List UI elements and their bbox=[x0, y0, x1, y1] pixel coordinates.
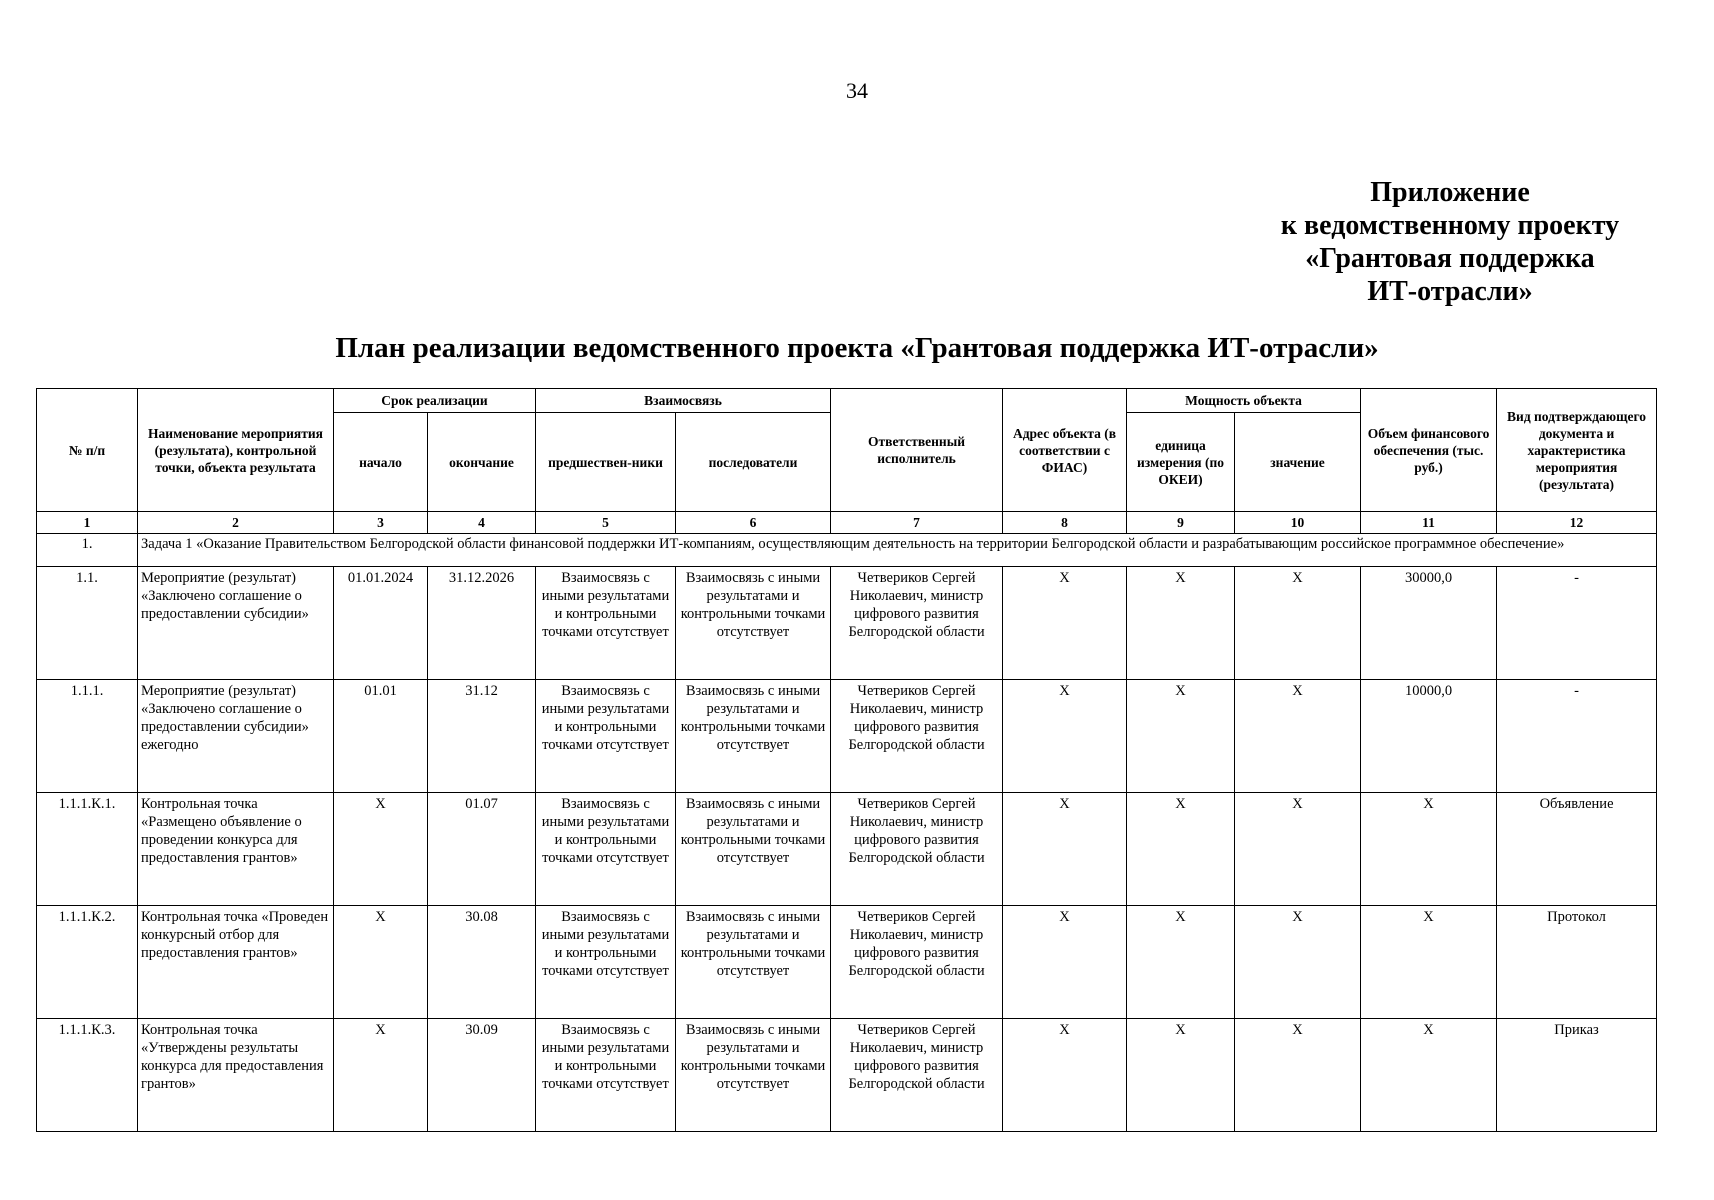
row-predecessors: Взаимосвязь с иными результатами и контрольными точками отсутствует bbox=[536, 906, 676, 1019]
header-unit: единица измерения (по ОКЕИ) bbox=[1127, 413, 1235, 512]
row-successors: Взаимосвязь с иными результатами и контрольными точками отсутствует bbox=[676, 567, 831, 680]
row-responsible: Четвериков Сергей Николаевич, министр цифрового развития Белгородской области bbox=[831, 1019, 1003, 1132]
column-number: 1 bbox=[37, 512, 138, 534]
row-successors: Взаимосвязь с иными результатами и контрольными точками отсутствует bbox=[676, 906, 831, 1019]
header-predecessors: предшествен-ники bbox=[536, 413, 676, 512]
column-number: 2 bbox=[138, 512, 334, 534]
row-predecessors: Взаимосвязь с иными результатами и контрольными точками отсутствует bbox=[536, 680, 676, 793]
row-predecessors: Взаимосвязь с иными результатами и контрольными точками отсутствует bbox=[536, 793, 676, 906]
column-number: 11 bbox=[1361, 512, 1497, 534]
row-address: X bbox=[1003, 793, 1127, 906]
column-number: 7 bbox=[831, 512, 1003, 534]
appendix-line: к ведомственному проекту bbox=[1280, 210, 1620, 241]
row-address: X bbox=[1003, 1019, 1127, 1132]
row-finance: X bbox=[1361, 906, 1497, 1019]
row-unit: X bbox=[1127, 793, 1235, 906]
row-finance: 10000,0 bbox=[1361, 680, 1497, 793]
row-name: Мероприятие (результат) «Заключено соглашение о предоставлении субсидии» bbox=[138, 567, 334, 680]
header-period: Срок реализации bbox=[334, 389, 536, 413]
row-num: 1.1.1.К.2. bbox=[37, 906, 138, 1019]
column-number: 6 bbox=[676, 512, 831, 534]
row-address: X bbox=[1003, 906, 1127, 1019]
header-successors: последователи bbox=[676, 413, 831, 512]
row-end: 01.07 bbox=[428, 793, 536, 906]
row-finance: X bbox=[1361, 1019, 1497, 1132]
row-unit: X bbox=[1127, 906, 1235, 1019]
row-name: Контрольная точка «Размещено объявление о проведении конкурса для предоставления грантов» bbox=[138, 793, 334, 906]
column-number: 3 bbox=[334, 512, 428, 534]
task-row bbox=[37, 534, 1657, 567]
column-number: 9 bbox=[1127, 512, 1235, 534]
header-value: значение bbox=[1235, 413, 1361, 512]
row-responsible: Четвериков Сергей Николаевич, министр цифрового развития Белгородской области bbox=[831, 680, 1003, 793]
row-value: X bbox=[1235, 1019, 1361, 1132]
row-predecessors: Взаимосвязь с иными результатами и контрольными точками отсутствует bbox=[536, 1019, 676, 1132]
table-row bbox=[37, 1019, 1657, 1132]
row-name: Контрольная точка «Утверждены результаты конкурса для предоставления грантов» bbox=[138, 1019, 334, 1132]
header-capacity: Мощность объекта bbox=[1127, 389, 1361, 413]
column-number: 4 bbox=[428, 512, 536, 534]
row-doc: - bbox=[1497, 567, 1657, 680]
appendix-line: «Грантовая поддержка bbox=[1305, 243, 1595, 274]
column-number: 8 bbox=[1003, 512, 1127, 534]
row-responsible: Четвериков Сергей Николаевич, министр цифрового развития Белгородской области bbox=[831, 567, 1003, 680]
appendix-line: ИТ-отрасли» bbox=[1367, 276, 1533, 307]
row-finance: X bbox=[1361, 793, 1497, 906]
row-num: 1.1.1.К.3. bbox=[37, 1019, 138, 1132]
row-num: 1.1. bbox=[37, 567, 138, 680]
row-end: 30.08 bbox=[428, 906, 536, 1019]
header-doc-type: Вид подтверждающего документа и характеристика мероприятия (результата) bbox=[1497, 389, 1657, 512]
header-start: начало bbox=[334, 413, 428, 512]
row-start: X bbox=[334, 1019, 428, 1132]
row-end: 31.12 bbox=[428, 680, 536, 793]
header-name: Наименование мероприятия (результата), контрольной точки, объекта результата bbox=[138, 389, 334, 512]
header-finance: Объем финансового обеспечения (тыс. руб.) bbox=[1361, 389, 1497, 512]
header-responsible: Ответственный исполнитель bbox=[831, 389, 1003, 512]
row-unit: X bbox=[1127, 567, 1235, 680]
header-end: окончание bbox=[428, 413, 536, 512]
row-value: X bbox=[1235, 906, 1361, 1019]
table-row bbox=[37, 793, 1657, 906]
row-value: X bbox=[1235, 793, 1361, 906]
row-start: X bbox=[334, 793, 428, 906]
column-number: 12 bbox=[1497, 512, 1657, 534]
row-doc: Объявление bbox=[1497, 793, 1657, 906]
row-end: 30.09 bbox=[428, 1019, 536, 1132]
task-text: Задача 1 «Оказание Правительством Белгородской области финансовой поддержки ИТ-компаниям, осуществляющим деятельность на территории Белгородской области и разрабатывающим российское программное обеспечение» bbox=[138, 534, 1657, 567]
plan-table bbox=[36, 388, 1657, 1132]
table-row bbox=[37, 567, 1657, 680]
table-row bbox=[37, 906, 1657, 1019]
row-address: X bbox=[1003, 680, 1127, 793]
appendix-heading bbox=[1200, 176, 1700, 308]
row-doc: Приказ bbox=[1497, 1019, 1657, 1132]
header-address: Адрес объекта (в соответствии с ФИАС) bbox=[1003, 389, 1127, 512]
row-name: Мероприятие (результат) «Заключено соглашение о предоставлении субсидии» ежегодно bbox=[138, 680, 334, 793]
row-unit: X bbox=[1127, 680, 1235, 793]
row-start: 01.01.2024 bbox=[334, 567, 428, 680]
row-end: 31.12.2026 bbox=[428, 567, 536, 680]
row-responsible: Четвериков Сергей Николаевич, министр цифрового развития Белгородской области bbox=[831, 906, 1003, 1019]
plan-title: План реализации ведомственного проекта «Грантовая поддержка ИТ-отрасли» bbox=[335, 332, 1379, 364]
row-responsible: Четвериков Сергей Николаевич, министр цифрового развития Белгородской области bbox=[831, 793, 1003, 906]
header-relation: Взаимосвязь bbox=[536, 389, 831, 413]
appendix-line: Приложение bbox=[1370, 177, 1530, 208]
row-num: 1.1.1. bbox=[37, 680, 138, 793]
table-row bbox=[37, 680, 1657, 793]
row-successors: Взаимосвязь с иными результатами и контрольными точками отсутствует bbox=[676, 680, 831, 793]
row-successors: Взаимосвязь с иными результатами и контрольными точками отсутствует bbox=[676, 1019, 831, 1132]
header-num: № п/п bbox=[37, 389, 138, 512]
column-number: 5 bbox=[536, 512, 676, 534]
task-num: 1. bbox=[37, 534, 138, 567]
row-value: X bbox=[1235, 680, 1361, 793]
row-successors: Взаимосвязь с иными результатами и контрольными точками отсутствует bbox=[676, 793, 831, 906]
row-num: 1.1.1.К.1. bbox=[37, 793, 138, 906]
row-start: 01.01 bbox=[334, 680, 428, 793]
row-unit: X bbox=[1127, 1019, 1235, 1132]
row-doc: Протокол bbox=[1497, 906, 1657, 1019]
column-number: 10 bbox=[1235, 512, 1361, 534]
row-value: X bbox=[1235, 567, 1361, 680]
row-name: Контрольная точка «Проведен конкурсный отбор для предоставления грантов» bbox=[138, 906, 334, 1019]
row-address: X bbox=[1003, 567, 1127, 680]
row-doc: - bbox=[1497, 680, 1657, 793]
row-start: X bbox=[334, 906, 428, 1019]
page-number: 34 bbox=[846, 78, 868, 103]
row-finance: 30000,0 bbox=[1361, 567, 1497, 680]
row-predecessors: Взаимосвязь с иными результатами и контрольными точками отсутствует bbox=[536, 567, 676, 680]
